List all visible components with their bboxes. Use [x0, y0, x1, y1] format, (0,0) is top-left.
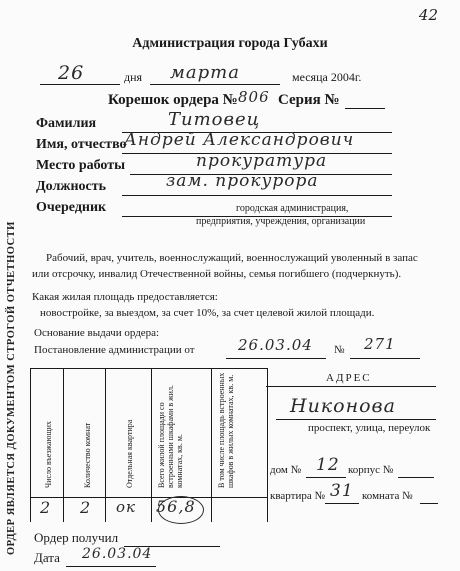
house-value: 12 [316, 455, 340, 475]
name-value: Андрей Александрович [124, 130, 355, 150]
resolution-no-label: № [334, 344, 345, 356]
position-underline [122, 195, 392, 196]
received-date-label: Дата [34, 550, 60, 565]
table-cell: ок [116, 498, 136, 516]
table-cell: 2 [40, 498, 52, 517]
position-label: Должность [36, 179, 107, 194]
flat-label: квартира № [270, 490, 325, 502]
queue-label: Очередник [36, 200, 107, 215]
table-header-separator [31, 497, 267, 498]
table-header-cell: Отдельная квартира [125, 419, 134, 488]
korpus-underline [398, 477, 434, 478]
room-underline [420, 503, 438, 504]
work-value: прокуратура [196, 151, 328, 171]
flat-value: 31 [330, 481, 354, 501]
month-underline [150, 84, 280, 85]
resolution-label: Постановление администрации от [34, 344, 195, 356]
table-divider [151, 369, 152, 522]
housing-question: Какая жилая площадь предоставляется: [32, 291, 218, 303]
admin-caption-1: городская администрация, [236, 203, 349, 214]
room-label: комната № [362, 490, 413, 502]
document-title: Администрация города Губахи [132, 36, 328, 51]
table-header-cell: Всего жилой площади со встроенными шкафами в жил. комнатах, кв. м. [157, 385, 184, 488]
day-value: 26 [58, 62, 85, 84]
address-header: АДРЕС [326, 372, 372, 384]
housing-options: новостройке, за выездом, за счет 10%, за счет целевой жилой площади. [40, 307, 375, 319]
name-label: Имя, отчество [36, 137, 127, 152]
resolution-date: 26.03.04 [238, 336, 313, 354]
order-number: 806 [238, 88, 270, 106]
series-underline [345, 108, 385, 109]
korpus-label: корпус № [348, 464, 394, 476]
street-caption: проспект, улица, переулок [308, 422, 431, 434]
resolution-no-underline [350, 358, 420, 359]
surname-value: Титовец [168, 109, 261, 130]
table-header-cell: В том числе площадь встроенных шкафов в жилых комнатах, кв. м. [217, 372, 235, 488]
flat-underline [325, 503, 359, 504]
table-header-cell: Число въезжающих [44, 421, 53, 488]
resolution-no: 271 [364, 335, 396, 353]
received-date-value: 26.03.04 [82, 546, 153, 562]
category-line-1: Рабочий, врач, учитель, военнослужащий, военнослужащий уволенный в запас [46, 252, 418, 264]
month-value: марта [170, 62, 240, 83]
table-divider [105, 369, 106, 522]
street-value: Никонова [290, 395, 396, 417]
table-header-cell: Количество комнат [83, 422, 92, 488]
house-underline [306, 477, 346, 478]
basis-label: Основание выдачи ордера: [34, 327, 160, 339]
received-label: Ордер получил [34, 530, 119, 545]
position-value: зам. прокурора [166, 171, 319, 191]
category-line-2: или отсрочку, инвалид Отечественной войны, семья погибшего (подчеркнуть). [32, 268, 402, 280]
day-underline [40, 84, 120, 85]
work-label: Место работы [36, 158, 126, 173]
series-label: Серия № [278, 92, 340, 108]
received-date-underline [66, 566, 156, 567]
admin-caption-2: предприятия, учреждения, организации [196, 216, 366, 227]
month-label: месяца 2004г. [292, 70, 362, 84]
day-label: дня [124, 70, 143, 84]
order-label: Корешок ордера № [108, 92, 238, 108]
street-underline [276, 419, 436, 420]
table-cell: 56,8 [156, 497, 196, 516]
surname-label: Фамилия [36, 116, 97, 131]
page-number: 42 [418, 6, 438, 24]
address-header-line [266, 386, 436, 387]
table-divider [211, 369, 212, 522]
table-divider [63, 369, 64, 522]
circled-value-mark [158, 496, 204, 524]
margin-notice: ОРДЕР ЯВЛЯЕТСЯ ДОКУМЕНТОМ СТРОГОЙ ОТЧЕТНОСТИ [6, 221, 17, 555]
resolution-date-underline [226, 358, 326, 359]
house-label: дом № [270, 464, 302, 476]
table-cell: 2 [80, 498, 92, 517]
